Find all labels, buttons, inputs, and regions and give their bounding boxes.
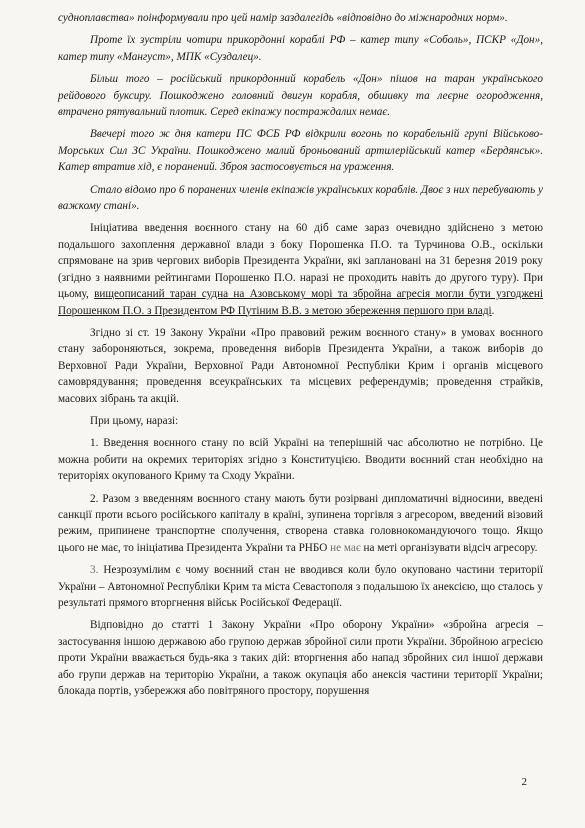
text-segment: Ініціатива введення воєнного стану на 60 діб саме зараз очевидно здійснено з метою подальшого захоплення державної влади з боку Порошенка П.О. та Турчинова О.В., оскільки спрямоване на зрив чергових виборів Президента України, які заплановані на 31 березня 2019 року (згідно з наявними рейтингами Порошенко П.О. наразі не проходить навіть до другого туру). При цьому, <box>58 222 543 301</box>
body-paragraph <box>58 491 543 557</box>
page-number: 2 <box>521 776 527 788</box>
text-segment: 2. Разом з введенням воєнного стану мають бути розірвані дипломатичні відносини, введені санкції проти всього російського капіталу в країні, зупинена торгівля з агресором, введений візовий режим, припинене транспортне сполучення, створена ставка головнокомандуючого тощо. Якщо цього не має, то ініціатива Президента України та РНБО <box>58 492 543 554</box>
quoted-paragraph: Проте їх зустріли чотири прикордонні кораблі РФ – катер типу «Соболь», ПСКР «Дон», катер типу «Мангуст», МПК «Суздалец». <box>58 34 543 63</box>
quoted-paragraph: судноплавства» поінформували про цей намір заздалегідь «відповідно до міжнародних норм». <box>58 12 508 24</box>
text-segment: . <box>491 304 495 317</box>
text-segment: 3. <box>90 564 104 577</box>
text-segment: не має <box>330 541 361 554</box>
body-paragraph: Згідно зі ст. 19 Закону України «Про правовий режим воєнного стану» в умовах воєнного стану забороняються, зокрема, проведення виборів Президента України, а також виборів до Верховної Ради України, Верховної Ради Автономної Республіки Крим і органів місцевого самоврядування; проведення всеукраїнських та місцевих референдумів; проведення страйків, масових зібрань та акцій. <box>58 326 543 405</box>
underlined-text: вищеописаний таран судна на Азовському морі та збройна агресія могли бути узгоджені Порошенком П.О. з Президентом РФ Путіним В.В. з метою збереження першого при владі <box>58 288 543 317</box>
text-segment: Незрозумілим є чому воєнний стан не вводився коли було окуповано частини території України – Автономної Республіки Крим та міста Севастополя з подальшою їх анексією, що сталось у результаті прямого вторгнення військ Російської Федерації. <box>58 564 544 609</box>
quoted-paragraph: Стало відомо про 6 поранених членів екіпажів українських кораблів. Двоє з них перебувають у важкому стані». <box>58 183 543 213</box>
text-segment: на меті організувати відсіч агресору. <box>360 541 538 554</box>
body-paragraph: При цьому, наразі: <box>90 414 179 427</box>
quoted-paragraph: Ввечері того ж дня катери ПС ФСБ РФ відкрили вогонь по корабельній групі Військово-Морських Сил ЗС України. Пошкоджено малий броньований артилерійський катер «Бердянськ». Катер втратив хід, є поранений. Зброя застосовується на ураження. <box>58 128 543 174</box>
body-paragraph: Відповідно до статті 1 Закону України «Про оборону України» «збройна агресія – застосування іншою державою або групою держав збройної сили проти України. Збройною агресією проти України вважається будь-яка з таких дій: вторгнення або напад збройних сил іншої держави або групи держав на територію України, а також окупація або анексія частини території України; блокада портів, узбережжя або повітряного простору, порушення <box>58 619 543 698</box>
body-paragraph <box>58 220 543 318</box>
quoted-paragraph: Більш того – російський прикордонний корабель «Дон» пішов на таран українського рейдового буксиру. Пошкоджено головний двигун корабля, обшивку та леєрне огородження, втрачено рятувальний плотик. Серед екіпажу постраждалих немає. <box>58 73 543 119</box>
body-paragraph: 1. Введення воєнного стану по всій Україні на теперішній час абсолютно не потрібно. Це можна робити на окремих територіях згідно з Конституцією. Вводити воєнний стан необхідно на територіях окупованого Криму та Сходу України. <box>58 437 543 483</box>
document-body <box>58 10 543 699</box>
body-paragraph <box>58 562 543 611</box>
